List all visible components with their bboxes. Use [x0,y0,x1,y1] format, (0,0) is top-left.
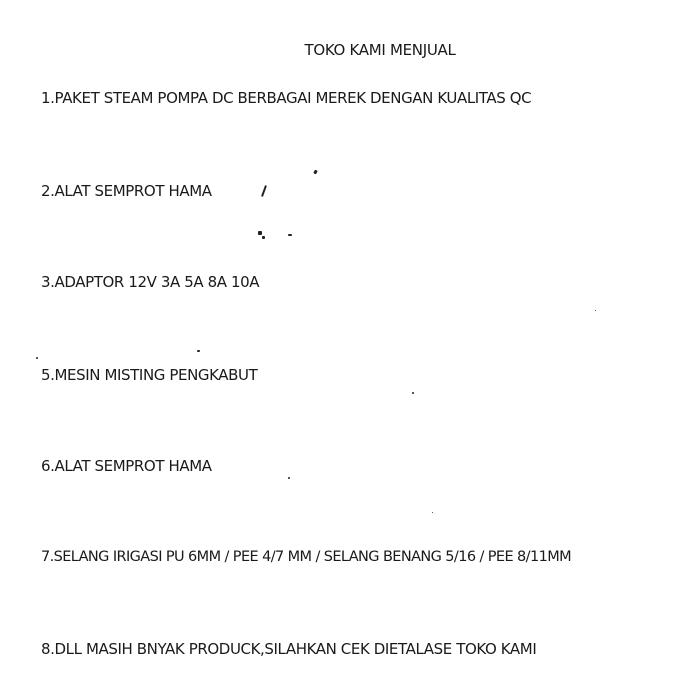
list-item: 8.DLL MASIH BNYAK PRODUCK,SILAHKAN CEK DIETALASE TOKO KAMI [41,640,537,658]
scan-speck [288,234,292,236]
list-item: 7.SELANG IRIGASI PU 6MM / PEE 4/7 MM / SELANG BENANG 5/16 / PEE 8/11MM [41,549,572,565]
list-item: 1.PAKET STEAM POMPA DC BERBAGAI MEREK DENGAN KUALITAS QC [41,89,532,107]
scan-speck [432,512,433,513]
scan-speck [412,392,414,394]
list-item: 2.ALAT SEMPROT HAMA [41,182,212,200]
scan-speck [288,477,290,479]
scan-speck [595,310,596,311]
scan-speck [262,236,265,239]
list-item: 6.ALAT SEMPROT HAMA [41,457,212,475]
scan-speck [261,185,267,197]
document-title: TOKO KAMI MENJUAL [304,41,456,59]
scan-speck [197,350,200,352]
scan-speck [313,170,318,175]
scan-speck [36,357,38,359]
scan-speck [258,231,262,235]
list-item: 3.ADAPTOR 12V 3A 5A 8A 10A [41,273,260,291]
list-item: 5.MESIN MISTING PENGKABUT [41,366,258,384]
